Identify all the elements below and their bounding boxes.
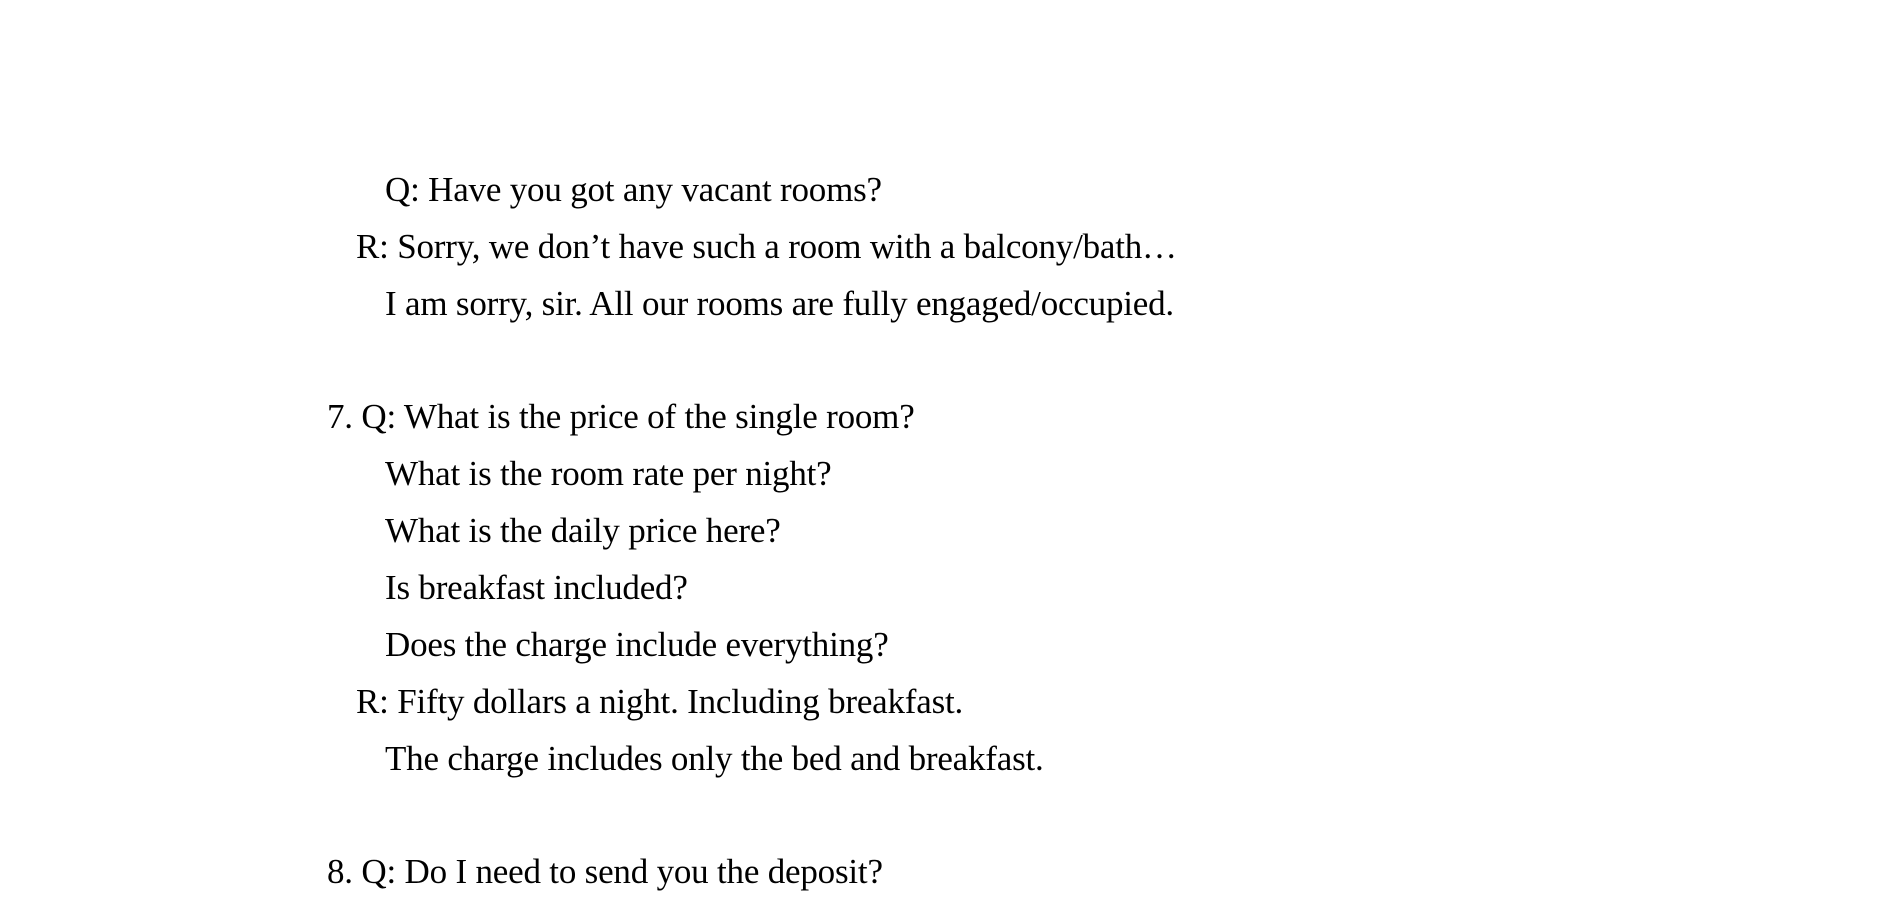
numbered-question-8: 8. Q: Do I need to send you the deposit? bbox=[327, 852, 883, 891]
question-continuation-line: What is the room rate per night? bbox=[385, 454, 832, 493]
question-continuation-line: What is the daily price here? bbox=[385, 511, 781, 550]
response-continuation-line: The charge includes only the bed and breakfast. bbox=[385, 739, 1044, 778]
response-continuation-line: I am sorry, sir. All our rooms are fully engaged/occupied. bbox=[385, 284, 1174, 323]
response-line: R: Sorry, we don’t have such a room with a balcony/bath… bbox=[356, 227, 1177, 266]
numbered-question-7: 7. Q: What is the price of the single room? bbox=[327, 397, 915, 436]
question-continuation-line: Does the charge include everything? bbox=[385, 625, 889, 664]
question-continuation-line: Is breakfast included? bbox=[385, 568, 688, 607]
response-line: R: Fifty dollars a night. Including breakfast. bbox=[356, 682, 964, 721]
question-line: Q: Have you got any vacant rooms? bbox=[385, 170, 882, 209]
